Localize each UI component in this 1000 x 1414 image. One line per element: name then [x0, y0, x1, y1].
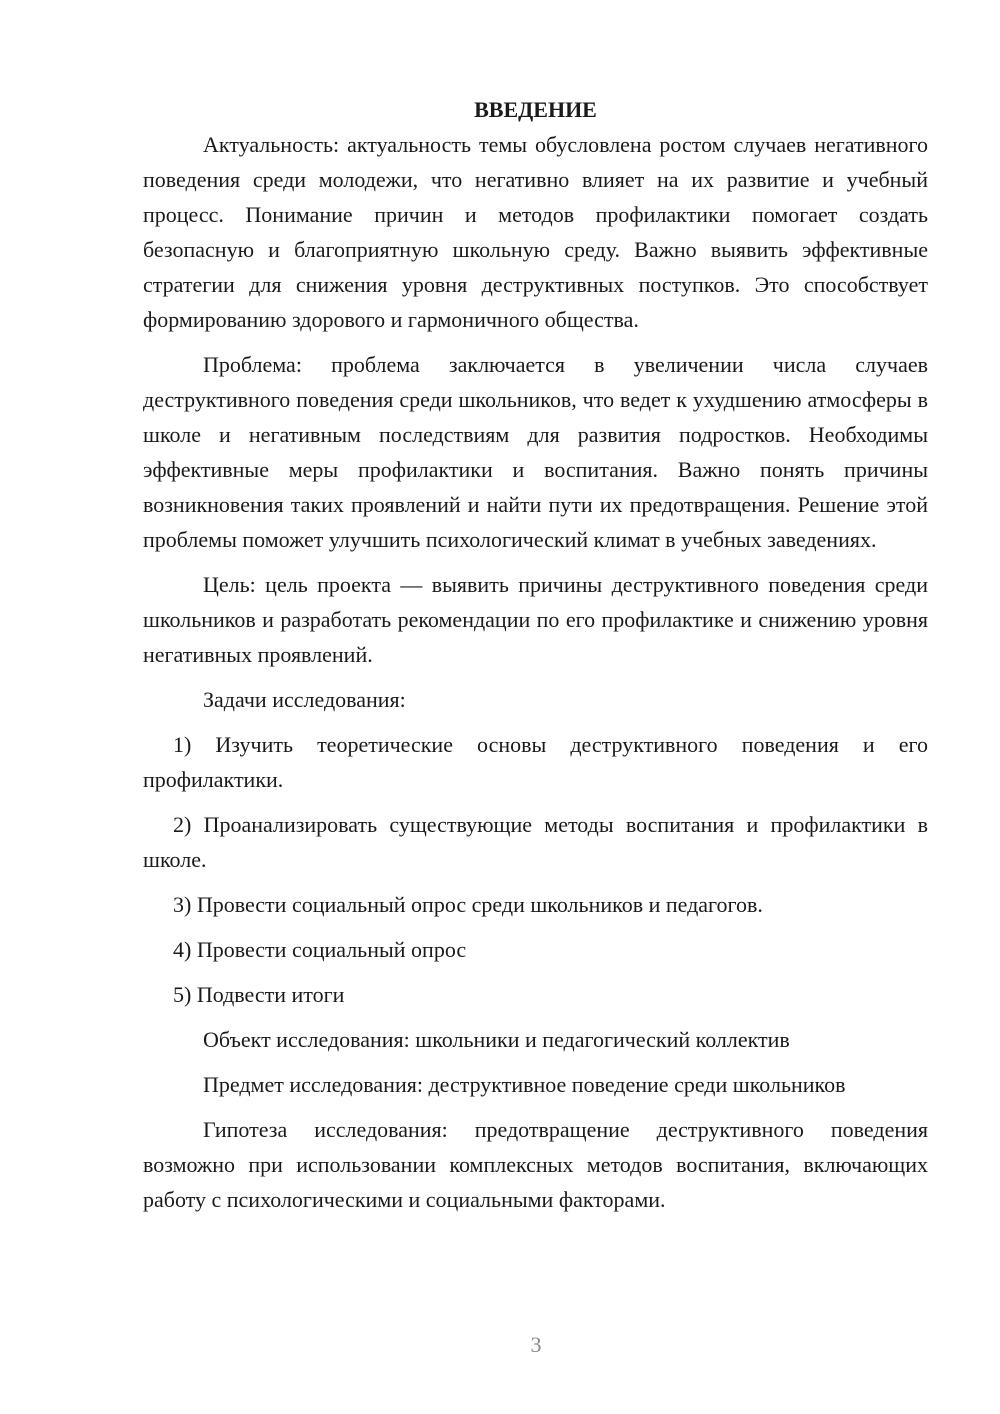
- paragraph-goal: Цель: цель проекта — выявить причины деструктивного поведения среди школьников и разработать рекомендации по его профилактике и снижению уровня негативных проявлений.: [143, 572, 928, 667]
- paragraph-hypothesis: Гипотеза исследования: предотвращение деструктивного поведения возможно при использовании комплексных методов воспитания, включающих работу с психологическими и социальными факторами.: [143, 1117, 928, 1212]
- paragraph-problem: Проблема: проблема заключается в увеличении числа случаев деструктивного поведения среди школьников, что ведет к ухудшению атмосферы в школе и негативным последствиям для развития подростков. Необходимы эффективные меры профилактики и воспитания. Важно понять причины возникновения таких проявлений и найти пути их предотвращения. Решение этой проблемы поможет улучшить психологический климат в учебных заведениях.: [143, 352, 928, 552]
- page-title: ВВЕДЕНИЕ: [474, 97, 597, 122]
- task-item-2: 2) Проанализировать существующие методы воспитания и профилактики в школе.: [143, 812, 928, 872]
- task-item-3: 3) Провести социальный опрос среди школьников и педагогов.: [173, 892, 763, 917]
- paragraph-relevance: Актуальность: актуальность темы обусловлена ростом случаев негативного поведения среди молодежи, что негативно влияет на их развитие и учебный процесс. Понимание причин и методов профилактики помогает создать безопасную и благоприятную школьную среду. Важно выявить эффективные стратегии для снижения уровня деструктивных поступков. Это способствует формированию здорового и гармоничного общества.: [143, 132, 928, 332]
- tasks-heading: Задачи исследования:: [203, 687, 406, 712]
- paragraph-subject: Предмет исследования: деструктивное поведение среди школьников: [203, 1072, 846, 1097]
- paragraph-object: Объект исследования: школьники и педагогический коллектив: [203, 1027, 790, 1052]
- task-item-4: 4) Провести социальный опрос: [173, 937, 467, 962]
- task-item-5: 5) Подвести итоги: [173, 982, 345, 1007]
- document-page: [143, 92, 928, 1217]
- task-item-1: 1) Изучить теоретические основы деструктивного поведения и его профилактики.: [143, 732, 928, 792]
- page-number: 3: [530, 1332, 542, 1357]
